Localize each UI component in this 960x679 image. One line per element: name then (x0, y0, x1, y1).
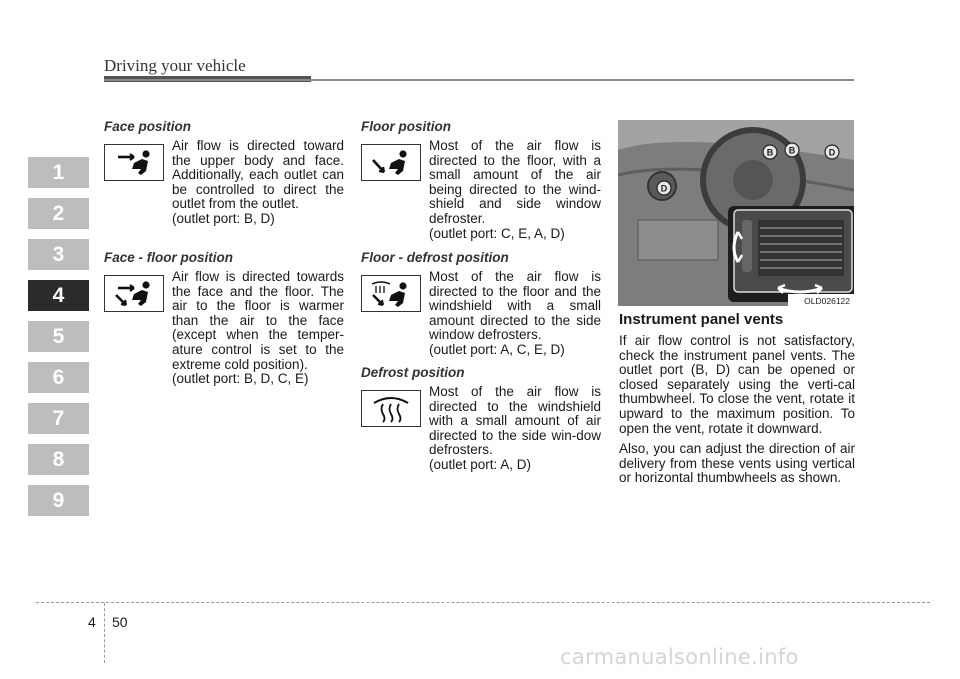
footer-divider (36, 602, 930, 603)
face-position-description: Air flow is directed toward the upper body and face. Additionally, each outlet can be controlled to direct the outlet from the outlet. (172, 138, 344, 212)
floor-defrost-position-description: Most of the air flow is directed to the floor and the windshield with a small amount directed to the side window defrosters. (429, 269, 601, 343)
face-floor-position-section (104, 250, 344, 387)
chapter-tab-8[interactable]: 8 (28, 444, 89, 475)
chapter-tab-6[interactable]: 6 (28, 362, 89, 393)
defrost-position-section (361, 365, 601, 473)
instrument-panel-photo (618, 120, 854, 306)
vent-label-d2: D (660, 183, 668, 194)
face-floor-position-title: Face - floor position (104, 250, 234, 265)
vents-paragraph-2: Also, you can adjust the direction of air delivery from these vents using vertical or horizontal thumbwheels as shown. (619, 441, 855, 486)
floor-defrost-position-title: Floor - defrost position (361, 250, 509, 265)
chapter-tab-9[interactable]: 9 (28, 485, 89, 516)
chapter-tab-5[interactable]: 5 (28, 321, 89, 352)
vent-label-b2: B (788, 145, 796, 156)
face-position-title: Face position (104, 119, 192, 134)
floor-position-description: Most of the air flow is directed to the floor, with a small amount of the air being directed to the wind-shield and side window defroster. (429, 138, 601, 226)
floor-defrost-position-ports: (outlet port: A, C, E, D) (429, 341, 565, 357)
face-position-section (104, 119, 344, 227)
instrument-panel-vents-text (619, 334, 855, 492)
vent-label-b1: B (766, 147, 774, 158)
floor-position-title: Floor position (361, 119, 451, 134)
chapter-tab-3[interactable]: 3 (28, 239, 89, 270)
chapter-tab-1[interactable]: 1 (28, 157, 89, 188)
floor-defrost-mode-icon (361, 275, 421, 312)
defrost-mode-icon (361, 390, 421, 427)
floor-defrost-position-section (361, 250, 601, 358)
floor-position-ports: (outlet port: C, E, A, D) (429, 225, 565, 241)
vents-paragraph-1: If air flow control is not satisfactory, check the instrument panel vents. The outlet port (B, D) can be opened or closed separately using the verti-cal thumbwheel. To close the vent, rotate it upward to the maximum position. To open the vent, rotate it downward. (619, 333, 855, 436)
footer-page-number: 50 (112, 614, 128, 630)
floor-mode-icon (361, 144, 421, 181)
instrument-panel-vents-title: Instrument panel vents (619, 311, 784, 328)
vent-label-d1: D (828, 147, 836, 158)
face-mode-icon (104, 144, 164, 181)
figure-code: OLD026122 (804, 296, 850, 306)
chapter-tab-4[interactable]: 4 (28, 280, 89, 311)
floor-position-section (361, 119, 601, 241)
face-floor-mode-icon (104, 275, 164, 312)
defrost-position-description: Most of the air flow is directed to the windshield with a small amount of air directed to the side win-dow defrosters. (429, 384, 601, 458)
chapter-tabs (28, 157, 89, 526)
defrost-position-title: Defrost position (361, 365, 465, 380)
page-header-title: Driving your vehicle (104, 56, 246, 75)
chapter-tab-2[interactable]: 2 (28, 198, 89, 229)
footer-vertical-divider (104, 603, 105, 663)
face-floor-position-description: Air flow is directed towards the face and the floor. The air to the floor is warmer than the air to the face (except when the temper-ature control is set to the extreme cold position). (172, 269, 344, 372)
footer-chapter-number: 4 (88, 614, 96, 630)
header-rule (104, 79, 854, 81)
defrost-position-ports: (outlet port: A, D) (429, 456, 532, 472)
chapter-tab-7[interactable]: 7 (28, 403, 89, 434)
face-position-ports: (outlet port: B, D) (172, 210, 275, 226)
face-floor-position-ports: (outlet port: B, D, C, E) (172, 371, 309, 387)
watermark: carmanualsonline.info (560, 645, 799, 669)
